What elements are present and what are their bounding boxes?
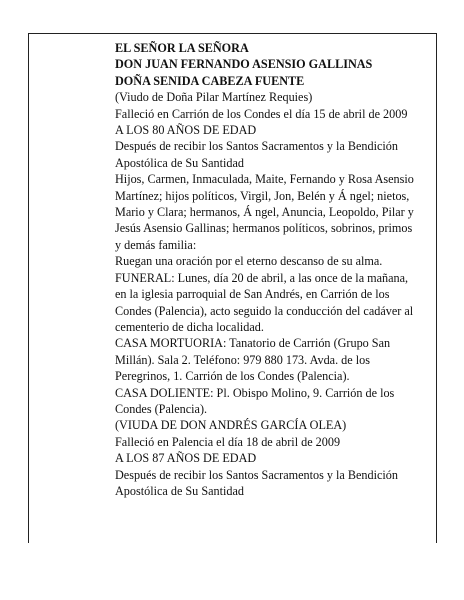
sacraments-notice-1: Después de recibir los Santos Sacramentos y la Bendición Apostólica de Su Santidad	[115, 139, 398, 170]
age-notice-2: A LOS 87 AÑOS DE EDAD	[115, 451, 257, 466]
casa-doliente-info: CASA DOLIENTE: Pl. Obispo Molino, 9. Carrión de los Condes (Palencia).	[115, 385, 395, 416]
funeral-info: FUNERAL: Lunes, día 20 de abril, a las once de la mañana, en la iglesia parroquial de San Andrés, en Carrión de los Condes (Palencia), acto seguido la conducción del cadáver al cementerio de dicha localidad.	[115, 270, 414, 334]
deceased-name-2: DOÑA SENIDA CABEZA FUENTE	[115, 73, 305, 88]
casa-mortuoria-info: CASA MORTUORIA: Tanatorio de Carrión (Grupo San Millán). Sala 2. Teléfono: 979 880 173. Avda. de los Peregrinos, 1. Carrión de los Condes (Palencia).	[115, 336, 391, 384]
frame-right-border	[436, 33, 437, 543]
prayer-request: Ruegan una oración por el eterno descanso de su alma.	[115, 254, 383, 269]
widower-note: (Viudo de Doña Pilar Martínez Requies)	[115, 90, 313, 105]
frame-left-border	[28, 33, 29, 543]
deceased-name-1: DON JUAN FERNANDO ASENSIO GALLINAS	[115, 57, 373, 72]
death-notice-2: Falleció en Palencia el día 18 de abril de 2009	[115, 434, 341, 449]
widow-note: (VIUDA DE DON ANDRÉS GARCÍA OLEA)	[115, 418, 347, 433]
frame-top-border	[28, 33, 436, 34]
family-list: Hijos, Carmen, Inmaculada, Maite, Fernando y Rosa Asensio Martínez; hijos políticos, Virgil, Jon, Belén y Á ngel; nietos, Mario y Clara; hermanos, Á ngel, Anuncia, Leopoldo, Pilar y Jesús Asensio Gallinas; hermanos políticos, sobrinos, primos y demás familia:	[115, 172, 414, 252]
age-notice-1: A LOS 80 AÑOS DE EDAD	[115, 123, 257, 138]
sacraments-notice-2: Después de recibir los Santos Sacramentos y la Bendición Apostólica de Su Santidad	[115, 467, 398, 498]
obituary-text	[115, 40, 417, 499]
notice-heading: EL SEÑOR LA SEÑORA	[115, 41, 249, 55]
death-notice-1: Falleció en Carrión de los Condes el día 15 de abril de 2009	[115, 106, 408, 121]
